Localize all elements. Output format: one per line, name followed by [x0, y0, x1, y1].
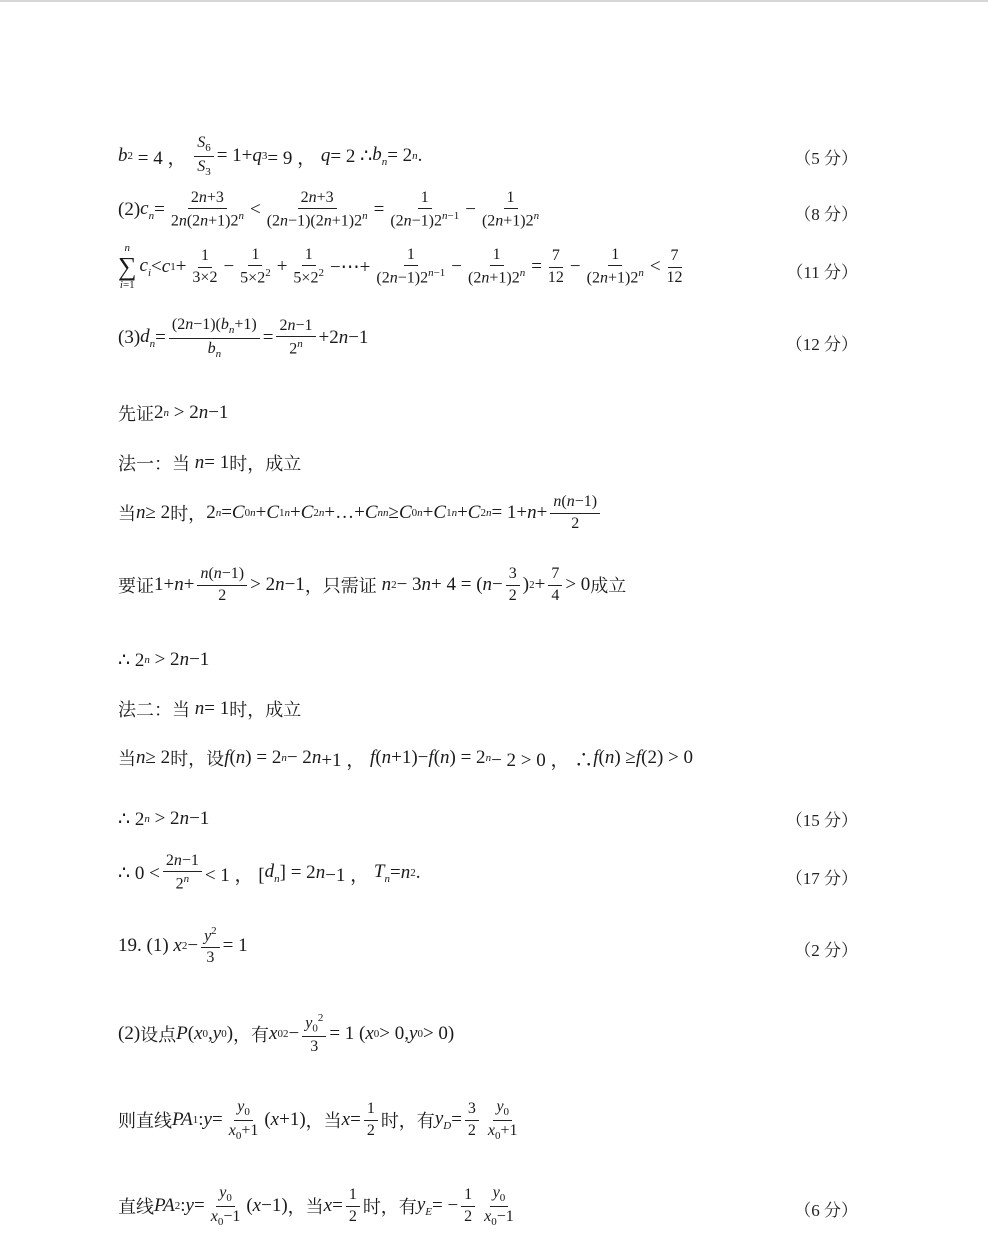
line-binomial: 当 n ≥ 2 时， 2 n = C 0 n + C 1 n + C 2 n +…+ C n n ≥ C 0 n + C 1 n + C 2 n = 1+ n + n(n−1) 2 — [118, 488, 858, 538]
text-zhixu: ，只需证 — [304, 576, 377, 597]
score-12: （12 分） — [785, 335, 858, 354]
text-dangx: ，当 — [305, 1111, 342, 1132]
score-2: （2 分） — [794, 941, 858, 960]
line-dn: (3) $d_n$ = $(2n-1)(b_n+1)$ $b_n$ = 2n−1 2$^n$ +2 n −1 — [118, 315, 369, 360]
line-fa1: 法一：当 n = 1 时，成立 — [118, 452, 302, 475]
text-fa1: 法一：当 — [118, 454, 190, 475]
text-zhixian: 直线 — [118, 1197, 154, 1218]
line-therefore-2: ∴ 2 n > 2 n −1 — [118, 808, 210, 830]
text-chengli: 成立 — [590, 576, 627, 597]
line-bn: b 2 = 4 ， $S_6$ $S_3$ = 1+ q 3 = 9 ， q = 2 ∴ $b_n$ = 2 n . — [118, 133, 423, 178]
text-dangx-2: ，当 — [287, 1197, 324, 1218]
part-2-label: (2) — [118, 199, 141, 220]
line-fa2: 法二：当 n = 1 时，成立 — [118, 698, 302, 721]
line-19-2: (2) 设点 P ( x 0 , y 0 ) ，有 x 0 2 − $y_0^2$ 3 = 1 ( x 0 > 0, y 0 > 0) — [118, 1011, 455, 1055]
text-dang-2: 当 — [118, 749, 136, 770]
line-fn: 当 n ≥ 2 时，设 f ( n ) = 2 n − 2 n +1 ， f ( n +1)− f ( n ) = 2 n − 2 > 0 ， ∴ f ( n ) ≥ f (2) > 0 — [118, 747, 694, 771]
text-you: ，有 — [233, 1025, 270, 1046]
text-shi-you-2: 时，有 — [362, 1197, 417, 1218]
text-yaozheng: 要证 — [118, 576, 154, 597]
score-6: （6 分） — [794, 1201, 858, 1220]
score-17: （17 分） — [785, 869, 858, 888]
line-pa2: 直线 PA 2 : y = $y_0$ $x_0-1$ ( x −1) ，当 x = 1 2 时，有 $y_E$ = − 1 2 $y_0$ $x_0-1$ — [118, 1183, 514, 1228]
line-pa1: 则直线 PA 1 : y = $y_0$ $x_0+1$ ( x +1) ，当 x = 1 2 时，有 $y_D$ = 3 2 $y_0$ $x_0+1$ — [118, 1097, 518, 1142]
line-yaozheng: 要证 1+ n + n(n−1) 2 > 2 n −1 ，只需证 n 2 − 3 n + 4 = ( n − 3 2 ) 2 + 7 4 > 0 成立 — [118, 565, 627, 604]
score-5: （5 分） — [794, 149, 858, 168]
page-top-border — [0, 0, 988, 2]
part-3-label: (3) — [118, 327, 141, 348]
line-19-1: 19. (1) x 2 − $y^2$ 3 = 1 — [118, 924, 248, 966]
part-2-label-b: (2) — [118, 1023, 141, 1044]
line-sum: n ∑ i=1 $c_i$ < c 1 + 1 3×2 − 1 $5\times 2^2$ + 1 $5\times 2^2$ −⋯+ 1 $(2n-1)2^{n-1}$ − 1 $(2n+1)2^n$ = 7 12 − 1 $(2n+1)2^n$ < 7 12 — [118, 242, 683, 291]
text-shedian: 设点 — [140, 1025, 177, 1046]
line-tn: ∴ 0 < 2n−1 2$^n$ < 1 ， [ $d_n$ ] = 2 n −1 ， $T_n$ = n 2 . — [118, 851, 421, 893]
text-she: 时，设 — [170, 749, 225, 770]
score-15: （15 分） — [785, 811, 858, 830]
score-11: （11 分） — [786, 263, 858, 282]
text-dang: 当 — [118, 504, 136, 525]
text-shi: 时， — [170, 504, 207, 525]
text-shi-chengli-2: 时，成立 — [229, 700, 302, 721]
text-xianzheng: 先证 — [118, 404, 154, 425]
text-shi-chengli: 时，成立 — [229, 454, 302, 475]
score-8: （8 分） — [794, 205, 858, 224]
problem-19-label: 19. (1) — [118, 935, 169, 956]
line-therefore-1: ∴ 2 n > 2 n −1 — [118, 649, 210, 671]
text-shi-you: 时，有 — [380, 1111, 435, 1132]
text-zexian: 则直线 — [118, 1111, 172, 1132]
line-xianzheng: 先证 2 n > 2 n −1 — [118, 402, 229, 425]
line-cn: (2) $c_n$ = 2n+3 $2n(2n+1)2^n$ < 2n+3 $(2n-1)(2n+1)2^n$ = 1 $(2n-1)2^{n-1}$ − 1 $(2n+1)2^n$ — [118, 188, 540, 230]
text-fa2: 法二：当 — [118, 700, 190, 721]
